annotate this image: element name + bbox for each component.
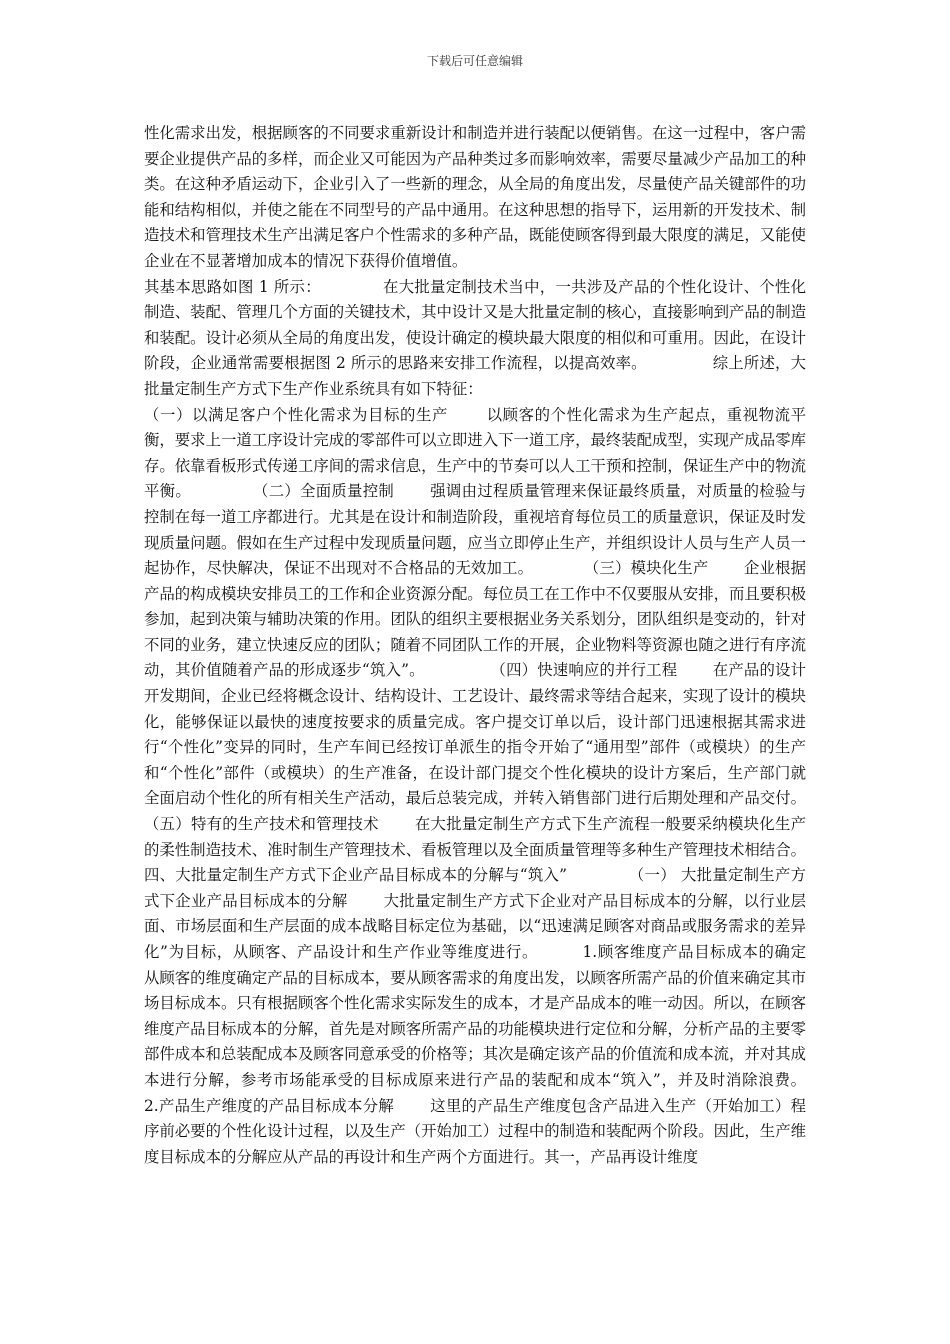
paragraph: 性化需求出发，根据顾客的不同要求重新设计和制造并进行装配以便销售。在这一过程中，客户需要企业提供产品的多样，而企业又可能因为产品种类过多而影响效率，需要尽量减少产品加工的种类。在这种矛盾运动下，企业引入了一些新的理念，从全局的角度出发，尽量使产品关键部件的功能和结构相似，并使之能在不同型号的产品中通用。在这种思想的指导下，运用新的开发技术、制造技术和管理技术生产出满足客户个性需求的多种产品，既能使顾客得到最大限度的满足，又能使企业在不显著增加成本的情况下获得价值增值。 [144, 124, 806, 270]
body-text [144, 121, 870, 1170]
paragraph: 其基本思路如图 1 所示： 在大批量定制技术当中，一共涉及产品的个性化设计、个性化制造、装配、管理几个方面的关键技术，其中设计又是大批量定制的核心，直接影响到产品的制造和装配。设计必须从全局的角度出发，使设计确定的模块最大限度的相似和可重用。因此，在设计阶段，企业通常需要根据图 2 所示的思路来安排工作流程，以提高效率。 综上所述，大批量定制生产方式下生产作业系统具有如下特征： [144, 277, 806, 398]
page-header: 下载后可任意编辑 [426, 54, 523, 68]
paragraph: （一）以满足客户个性化需求为目标的生产 以顾客的个性化需求为生产起点，重视物流平衡，要求上一道工序设计完成的零部件可以立即进入下一道工序，最终装配成型，实现产成品零库存。依靠看板形式传递工序间的需求信息，生产中的节奏可以人工干预和控制，保证生产中的物流平衡。 （二）全面质量控制 强调由过程质量管理来保证最终质量，对质量的检验与控制在每一道工序都进行。尤其是在设计和制造阶段，重视培育每位员工的质量意识，保证及时发现质量问题。假如在生产过程中发现质量问题，应当立即停止生产，并组织设计人员与生产人员一起协作，尽快解决，保证不出现对不合格品的无效加工。 （三）模块化生产 企业根据产品的构成模块安排员工的工作和企业资源分配。每位员工在工作中不仅要服从安排，而且要积极参加，起到决策与辅助决策的作用。团队的组织主要根据业务关系划分，团队组织是变动的，针对不同的业务，建立快速反应的团队；随着不同团队工作的开展，企业物料等资源也随之进行有序流动，其价值随着产品的形成逐步“筑入”。 （四）快速响应的并行工程 在产品的设计开发期间，企业已经将概念设计、结构设计、工艺设计、最终需求等结合起来，实现了设计的模块化，能够保证以最快的速度按要求的质量完成。客户提交订单以后，设计部门迅速根据其需求进行“个性化”变异的同时，生产车间已经按订单派生的指令开始了“通用型”部件（或模块）的生产和“个性化”部件（或模块）的生产准备，在设计部门提交个性化模块的设计方案后，生产部门就全面启动个性化的所有相关生产活动，最后总装完成，并转入销售部门进行后期处理和产品交付。 （五）特有的生产技术和管理技术 在大批量定制生产方式下生产流程一般要采纳模块化生产的柔性制造技术、准时制生产管理技术、看板管理以及全面质量管理等多种生产管理技术相结合。 四、大批量定制生产方式下企业产品目标成本的分解与“筑入” （一） 大批量定制生产方式下企业产品目标成本的分解 大批量定制生产方式下企业对产品目标成本的分解，以行业层面、市场层面和生产层面的成本战略目标定位为基础，以“迅速满足顾客对商品或服务需求的差异化”为目标，从顾客、产品设计和生产作业等维度进行。 1.顾客维度产品目标成本的确定 从顾客的维度确定产品的目标成本，要从顾客需求的角度出发，以顾客所需产品的价值来确定其市场目标成本。只有根据顾客个性化需求实际发生的成本，才是产品成本的唯一动因。所以，在顾客维度产品目标成本的分解，首先是对顾客所需产品的功能模块进行定位和分解，分析产品的主要零部件成本和总装配成本及顾客同意承受的价格等；其次是确定该产品的价值流和成本流，并对其成本进行分解，参考市场能承受的目标成原来进行产品的装配和成本“筑入”，并及时消除浪费。 2.产品生产维度的产品目标成本分解 这里的产品生产维度包含产品进入生产（开始加工）程序前必要的个性化设计过程，以及生产（开始加工）过程中的制造和装配两个阶段。因此，生产维度目标成本的分解应从产品的再设计和生产两个方面进行。其一，产品再设计维度 [144, 405, 870, 1166]
